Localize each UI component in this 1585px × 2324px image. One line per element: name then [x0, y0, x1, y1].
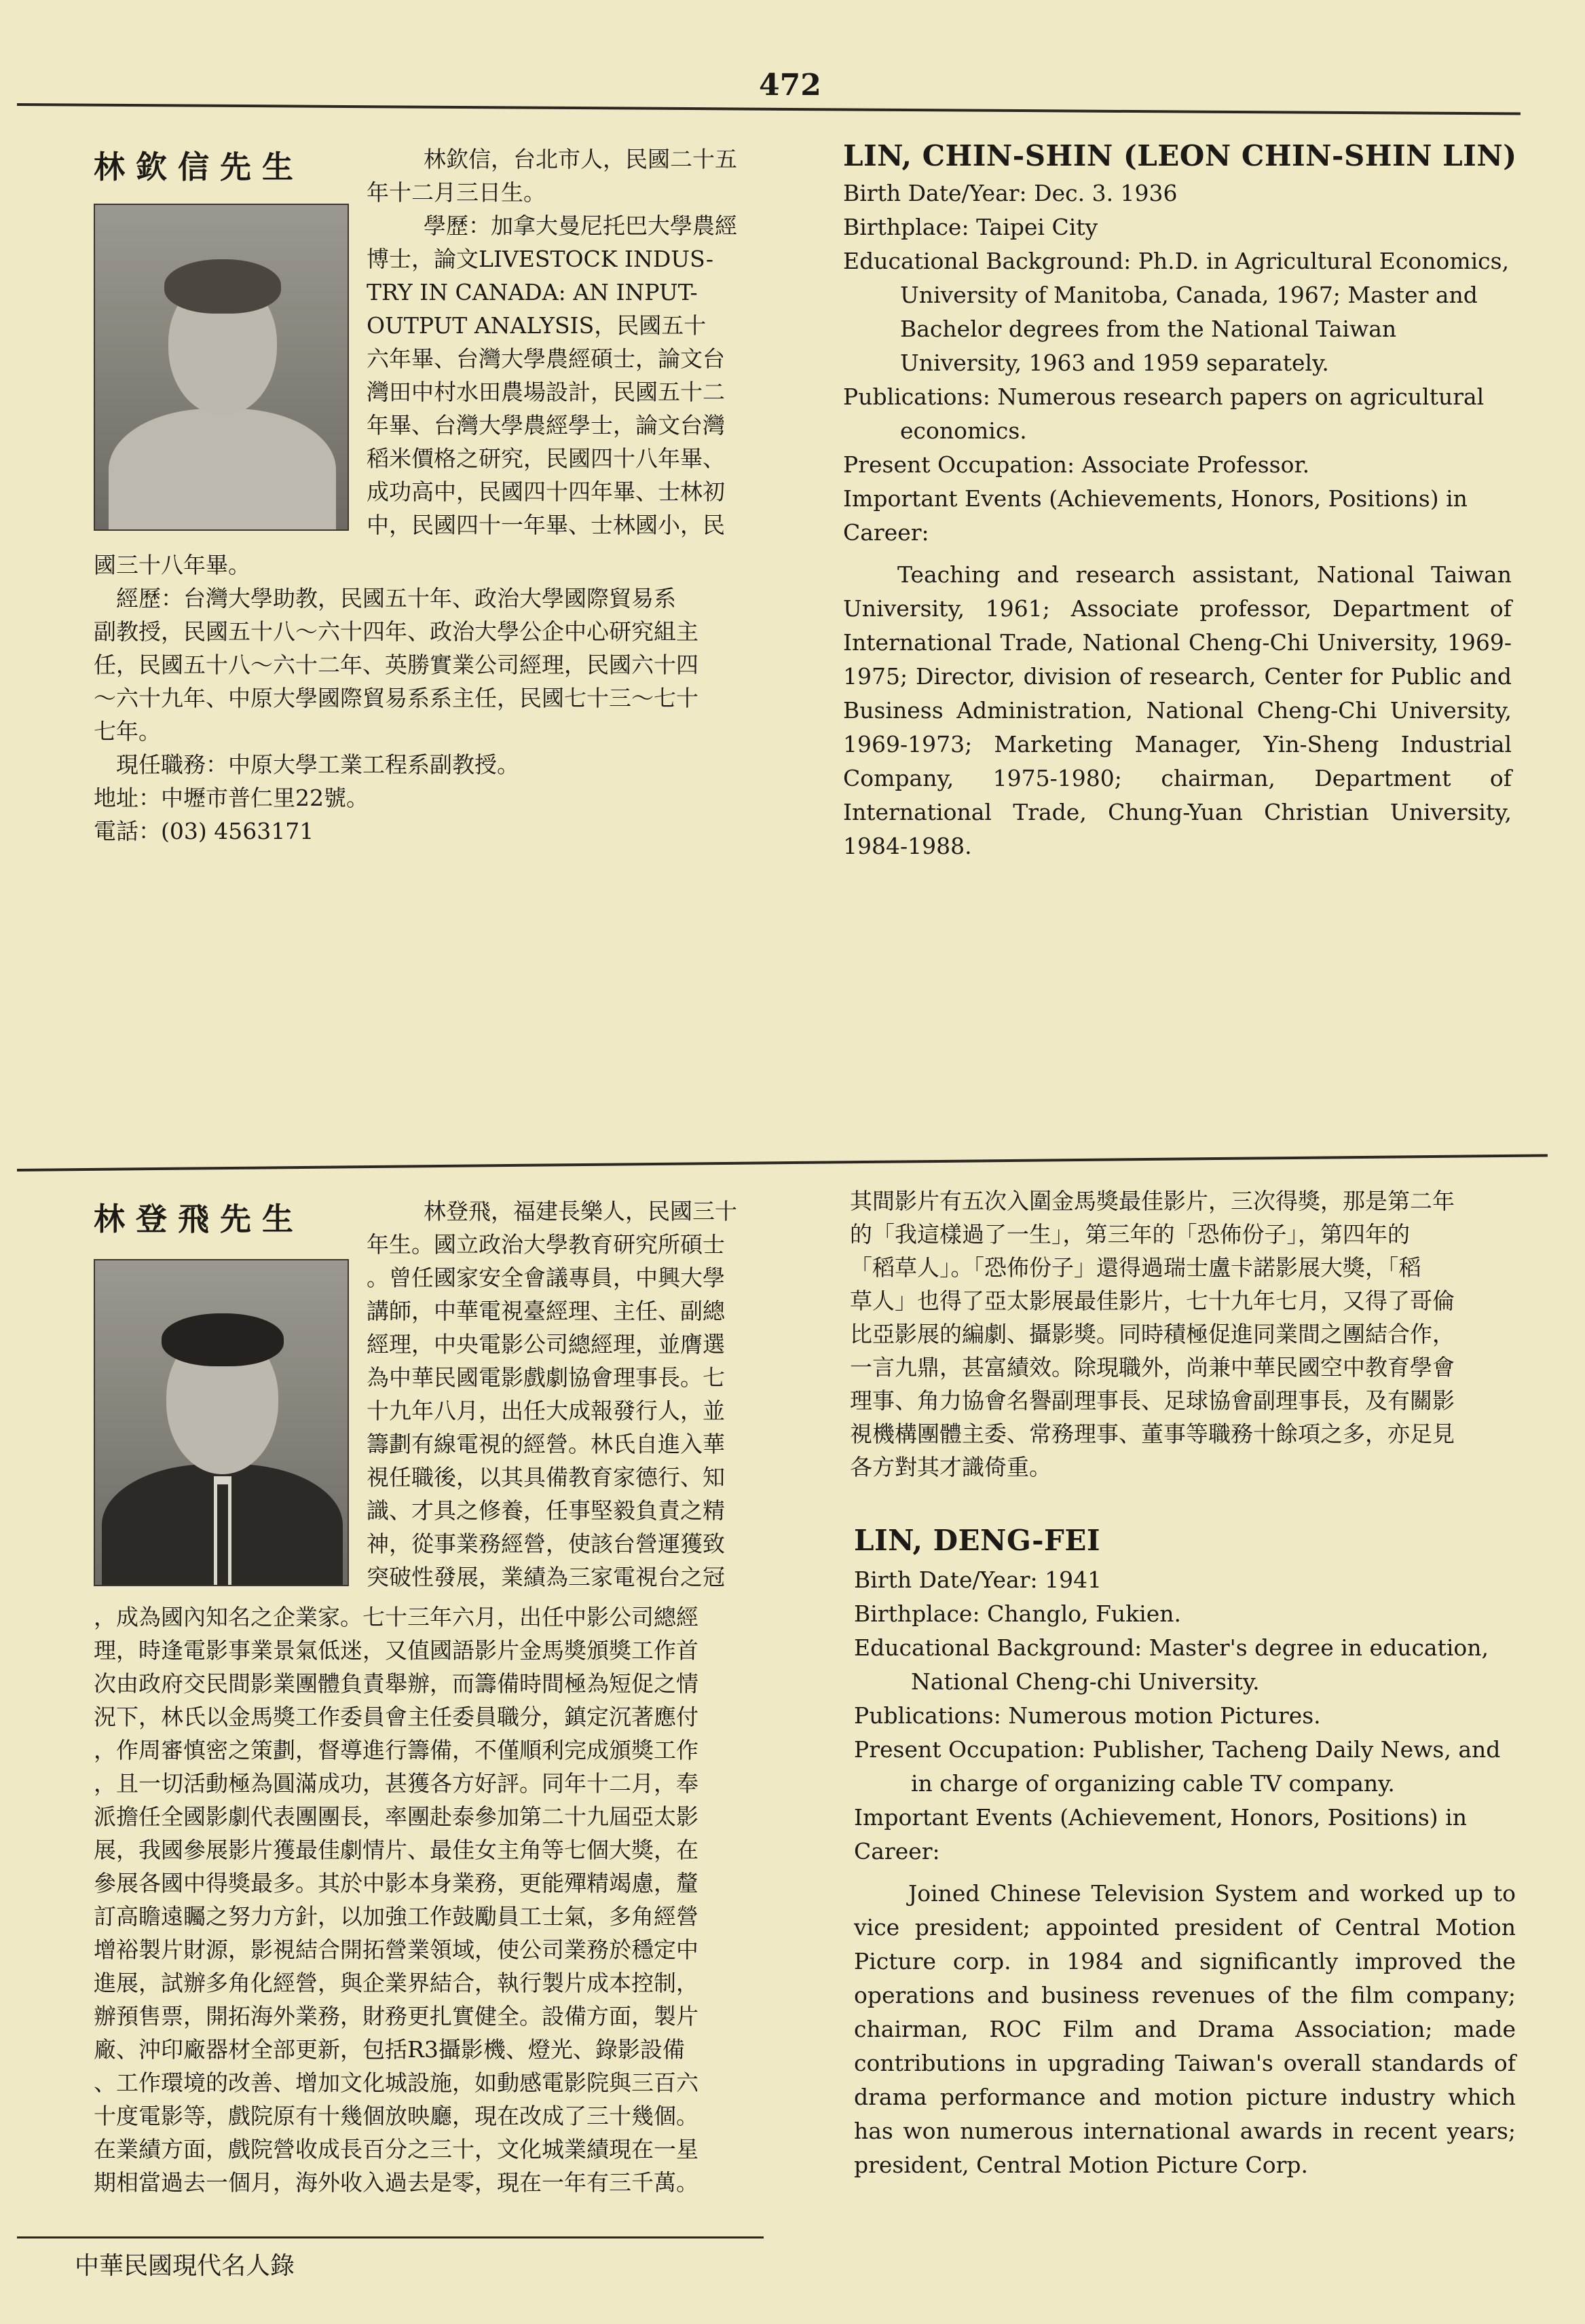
zh-line: 理事、角力協會名譽副理事長、足球協會副理事長，及有關影	[850, 1387, 1455, 1414]
zh-line: 其間影片有五次入圍金馬獎最佳影片，三次得獎，那是第二年	[850, 1188, 1455, 1214]
en-field: Publications: Numerous motion Pictures.	[854, 1702, 1321, 1729]
portrait-photo-lin-chin-shin	[94, 204, 349, 531]
zh-line: 神，從事業務經營，使該台營運獲致	[367, 1531, 725, 1557]
en-field: Important Events (Achievements, Honors, Positions) in Career:	[843, 485, 1468, 546]
en-field: Birthplace: Taipei City	[843, 214, 1098, 240]
zh-line: 為中華民國電影戲劇協會理事長。七	[367, 1364, 725, 1391]
footer-rule	[17, 2236, 764, 2238]
entry-1-english-name: LIN, CHIN-SHIN (LEON CHIN-SHIN LIN)	[843, 139, 1517, 172]
zh-line: 中，民國四十一年畢、士林國小，民	[367, 512, 725, 538]
zh-line: 理，時逢電影事業景氣低迷，又值國語影片金馬獎頒獎工作首	[94, 1637, 698, 1664]
en-events: Joined Chinese Television System and worked up to vice president; appointed president of Central Motion Picture corp. in 1984 and significantly improved the operations and business revenues of the film company; chairman, ROC Film and Drama Association; made contributions in upgrading Taiwan's overall standards of drama performance and motion picture industry which has won numerous international awards in recent years; president, Central Motion Picture Corp.	[854, 1880, 1516, 2178]
zh-line: 視機構團體主委、常務理事、董事等職務十餘項之多，亦足見	[850, 1421, 1455, 1447]
zh-line: 籌劃有線電視的經營。林氏自進入華	[367, 1431, 725, 1457]
zh-line: 、工作環境的改善、增加文化城設施，如動感電影院與三百六	[94, 2069, 698, 2096]
zh-line: 博士，論文LIVESTOCK INDUS-	[367, 246, 714, 272]
zh-line: 在業績方面，戲院營收成長百分之三十，文化城業績現在一星	[94, 2136, 698, 2162]
header-rule	[17, 103, 1521, 115]
en-field: Present Occupation: Associate Professor.	[843, 451, 1310, 478]
page-number: 472	[759, 68, 821, 102]
zh-line: 視任職後，以其具備教育家德行、知	[367, 1464, 725, 1491]
zh-line: OUTPUT ANALYSIS，民國五十	[367, 312, 707, 339]
entry-2-zh-continued	[850, 1184, 1522, 1484]
zh-line: 廠、沖印廠器材全部更新，包括R3攝影機、燈光、錄影設備	[94, 2036, 685, 2063]
en-field: Birth Date/Year: 1941	[854, 1567, 1102, 1593]
entry-1-chinese-name: 林欽信先生	[94, 149, 304, 185]
zh-line: 副教授，民國五十八～六十四年、政治大學公企中心研究組主	[94, 618, 698, 645]
en-events: Teaching and research assistant, National Taiwan University, 1961; Associate professor, Department of International Trade, National Cheng-Chi University, 1969-1975; Director, division of research, Center for Public and Business Administration, National Cheng-Chi University, 1969-1973; Marketing Manager, Yin-Sheng Industrial Company, 1975-1980; chairman, Department of International Trade, Chung-Yuan Christian University, 1984-1988.	[843, 561, 1512, 859]
zh-line: 講師，中華電視臺經理、主任、副總	[367, 1298, 725, 1324]
zh-line: ，成為國內知名之企業家。七十三年六月，出任中影公司總經	[94, 1604, 698, 1630]
entry-2-english-name: LIN, DENG-FEI	[854, 1524, 1101, 1557]
entry-2-zh-body	[94, 1600, 800, 2199]
zh-line: 次由政府交民間影業團體負責舉辦，而籌備時間極為短促之情	[94, 1670, 698, 1697]
zh-line: ，作周審慎密之策劃，督導進行籌備，不僅順利完成頒獎工作	[94, 1737, 698, 1763]
zh-line: TRY IN CANADA: AN INPUT-	[367, 279, 698, 305]
en-field: Present Occupation: Publisher, Tacheng Daily News, and in charge of organizing cable TV company.	[854, 1736, 1501, 1797]
zh-line: 十九年八月，出任大成報發行人，並	[367, 1398, 725, 1424]
en-field: Important Events (Achievement, Honors, Positions) in Career:	[854, 1804, 1467, 1864]
zh-line: 一言九鼎，甚富績效。除現職外，尚兼中華民國空中教育學會	[850, 1354, 1455, 1381]
zh-line: 比亞影展的編劇、攝影獎。同時積極促進同業間之團結合作，	[850, 1321, 1455, 1347]
zh-line: 突破性發展，業績為三家電視台之冠	[367, 1564, 725, 1590]
zh-line: 派擔任全國影劇代表團團長，率團赴泰參加第二十九屆亞太影	[94, 1803, 698, 1830]
zh-line: 年生。國立政治大學教育研究所碩士	[367, 1231, 725, 1258]
zh-line: 現任職務：中原大學工業工程系副教授。	[94, 751, 519, 778]
zh-line: 辦預售票，開拓海外業務，財務更扎實健全。設備方面，製片	[94, 2003, 698, 2029]
zh-line: 識、才具之修養，任事堅毅負責之精	[367, 1497, 725, 1524]
book-title-footer: 中華民國現代名人錄	[75, 2252, 295, 2280]
zh-line: 年畢、台灣大學農經學士，論文台灣	[367, 412, 725, 438]
zh-line: 草人」也得了亞太影展最佳影片，七十九年七月，又得了哥倫	[850, 1288, 1455, 1314]
en-field: Educational Background: Master's degree in education, National Cheng-chi University.	[854, 1634, 1489, 1695]
zh-line: 六年畢、台灣大學農經碩士，論文台	[367, 345, 725, 372]
zh-line: 灣田中村水田農場設計，民國五十二	[367, 379, 725, 405]
zh-line: 林欽信，台北市人，民國二十五	[424, 146, 737, 172]
zh-line: 經歷：台灣大學助教，民國五十年、政治大學國際貿易系	[94, 585, 676, 612]
zh-line: 稻米價格之研究，民國四十八年畢、	[367, 445, 725, 472]
en-field: Birth Date/Year: Dec. 3. 1936	[843, 180, 1178, 206]
zh-line: 七年。	[94, 718, 161, 745]
zh-line: 的「我這樣過了一生」，第三年的「恐佈份子」，第四年的	[850, 1221, 1410, 1248]
zh-line: 地址：中壢市普仁里22號。	[94, 785, 369, 811]
en-field: Birthplace: Changlo, Fukien.	[854, 1600, 1181, 1627]
zh-line: 展，我國參展影片獲最佳劇情片、最佳女主角等七個大獎，在	[94, 1837, 698, 1863]
zh-line: 年十二月三日生。	[367, 179, 546, 206]
zh-line: 況下，林氏以金馬獎工作委員會主任委員職分，鎮定沉著應付	[94, 1704, 698, 1730]
en-field: Educational Background: Ph.D. in Agricultural Economics, University of Manitoba, Canada, 1967; Master and Bachelor degrees from the National Taiwan University, 1963 and 1959 separately.	[843, 248, 1510, 376]
zh-line: 經理，中央電影公司總經理，並膺選	[367, 1331, 725, 1357]
entry-1-zh-body	[94, 548, 793, 848]
zh-line: 學歷：加拿大曼尼托巴大學農經	[424, 212, 737, 239]
en-field: Publications: Numerous research papers on agricultural economics.	[843, 383, 1485, 444]
zh-line: 任，民國五十八～六十二年、英勝實業公司經理，民國六十四	[94, 652, 698, 678]
zh-line: 國三十八年畢。	[94, 552, 250, 578]
zh-line: 進展，試辦多角化經營，與企業界結合，執行製片成本控制，	[94, 1970, 698, 1996]
zh-line: 林登飛，福建長樂人，民國三十	[424, 1198, 737, 1224]
portrait-photo-lin-deng-fei	[94, 1259, 349, 1586]
zh-line: 期相當過去一個月，海外收入過去是零，現在一年有三千萬。	[94, 2169, 698, 2196]
entry-divider	[17, 1154, 1548, 1172]
entry-1-zh-intro	[367, 143, 787, 542]
entry-2-zh-intro	[367, 1195, 787, 1594]
zh-line: 成功高中，民國四十四年畢、士林初	[367, 479, 725, 505]
entry-1-english-body	[843, 176, 1512, 863]
entry-2-chinese-name: 林登飛先生	[94, 1201, 304, 1237]
zh-line: 電話：(03) 4563171	[94, 818, 314, 844]
zh-line: 各方對其才識倚重。	[850, 1454, 1051, 1480]
zh-line: 十度電影等，戲院原有十幾個放映廳，現在改成了三十幾個。	[94, 2103, 698, 2129]
zh-line: ，且一切活動極為圓滿成功，甚獲各方好評。同年十二月，奉	[94, 1770, 698, 1797]
zh-line: 增裕製片財源，影視結合開拓營業領域，使公司業務於穩定中	[94, 1936, 698, 1963]
entry-2-english-body	[854, 1563, 1516, 2182]
zh-line: 參展各國中得獎最多。其於中影本身業務，更能殫精竭慮，釐	[94, 1870, 698, 1896]
zh-line: 。曾任國家安全會議專員，中興大學	[367, 1264, 725, 1291]
zh-line: 訂高瞻遠矚之努力方針，以加強工作鼓勵員工士氣，多角經營	[94, 1903, 698, 1930]
zh-line: ～六十九年、中原大學國際貿易系系主任，民國七十三～七十	[94, 685, 698, 711]
zh-line: 「稻草人」。「恐佈份子」還得過瑞士盧卡諾影展大獎，「稻	[850, 1254, 1421, 1281]
